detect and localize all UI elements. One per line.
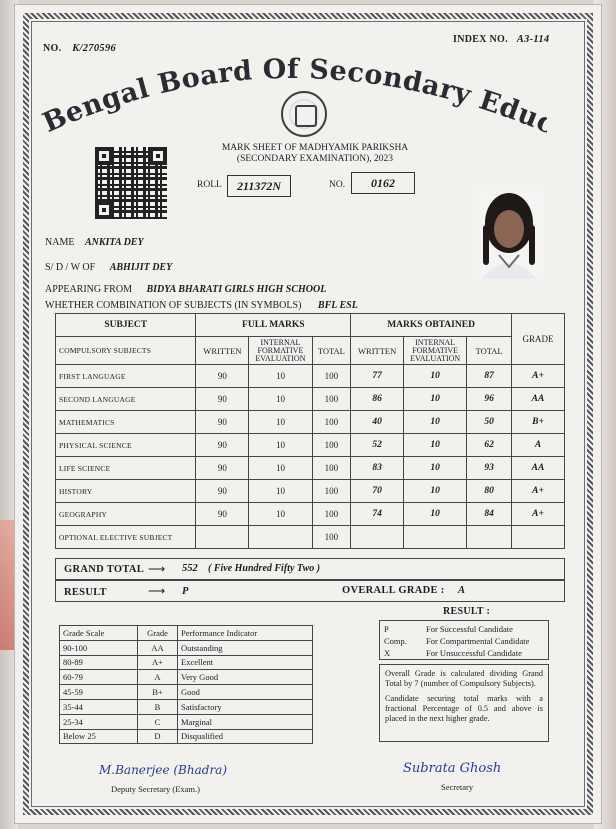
- full-written-cell: 90: [196, 411, 249, 434]
- result-legend-title: RESULT :: [443, 606, 491, 617]
- subject-cell: HISTORY: [56, 480, 196, 503]
- deputy-secretary-signature: M.Banerjee (Bhadra): [99, 763, 228, 777]
- full-internal-cell: 10: [249, 388, 312, 411]
- obtained-written-cell: 70: [351, 480, 404, 503]
- legend-item: [384, 623, 544, 635]
- indicator-cell: Disqualified: [178, 729, 313, 744]
- table-row: [56, 388, 565, 411]
- legend-key: P: [384, 624, 389, 634]
- indicator-cell: Excellent: [178, 655, 313, 670]
- board-title-text: Bengal Board Of Secondary Edu: [38, 53, 544, 139]
- obtained-written-header: WRITTEN: [351, 337, 404, 365]
- grade-cell: B+: [511, 411, 564, 434]
- full-total-cell: 100: [312, 388, 351, 411]
- obtained-total-cell: 84: [467, 503, 512, 526]
- combination-value: BFL ESL: [317, 300, 358, 311]
- legend-item: [384, 647, 544, 659]
- secretary-label: Secretary: [441, 782, 474, 792]
- grand-total-row: [55, 558, 565, 580]
- deputy-secretary-label: Deputy Secretary (Exam.): [111, 784, 200, 794]
- obtained-written-cell: 40: [351, 411, 404, 434]
- roll-label: ROLL: [197, 180, 222, 190]
- grand-total-value: 552: [182, 563, 198, 574]
- obtained-internal-header: INTERNAL FORMATIVE EVALUATION: [404, 337, 467, 365]
- full-internal-cell: 10: [249, 480, 312, 503]
- full-total-cell: 100: [312, 434, 351, 457]
- full-internal-cell: [249, 526, 312, 549]
- note-overall-grade: Overall Grade is calculated dividing Grand Total by 7 (number of Compulsory Subjects).: [385, 669, 543, 688]
- roll-value: 211372N: [227, 175, 291, 197]
- grade-cell: B+: [138, 685, 178, 700]
- arrow-icon: ⟶: [148, 562, 166, 576]
- marksheet-document: [14, 4, 602, 824]
- grade-cell: B: [138, 699, 178, 714]
- scale-cell: 35-44: [60, 699, 138, 714]
- grade-cell: [511, 526, 564, 549]
- grade-cell: A+: [138, 655, 178, 670]
- full-total-cell: 100: [312, 411, 351, 434]
- grade-cell: A+: [511, 480, 564, 503]
- secretary-signature: Subrata Ghosh: [403, 761, 502, 776]
- index-value: A3-114: [516, 34, 550, 45]
- marksheet-title: [195, 143, 435, 165]
- grade-cell: A+: [511, 503, 564, 526]
- full-total-header: TOTAL: [312, 337, 351, 365]
- name-row: [45, 237, 144, 248]
- marks-table-body: [56, 365, 565, 549]
- obtained-internal-cell: 10: [404, 480, 467, 503]
- table-row: [60, 685, 313, 700]
- subject-cell: PHYSICAL SCIENCE: [56, 434, 196, 457]
- scale-header: Grade Scale: [60, 626, 138, 641]
- full-total-cell: 100: [312, 480, 351, 503]
- school-label: APPEARING FROM: [45, 284, 132, 295]
- full-marks-header: FULL MARKS: [196, 314, 351, 337]
- legend-key: X: [384, 648, 391, 658]
- grade-cell: AA: [511, 388, 564, 411]
- table-row: [56, 434, 565, 457]
- legend-value: For Unsuccessful Candidate: [426, 648, 522, 658]
- full-total-cell: 100: [312, 503, 351, 526]
- background-red-object: [0, 520, 14, 650]
- full-internal-cell: 10: [249, 457, 312, 480]
- indicator-header: Performance Indicator: [178, 626, 313, 641]
- full-written-cell: 90: [196, 434, 249, 457]
- full-written-cell: [196, 526, 249, 549]
- obtained-internal-cell: 10: [404, 503, 467, 526]
- obtained-internal-cell: 10: [404, 434, 467, 457]
- combination-label: WHETHER COMBINATION OF SUBJECTS (IN SYMBOLS): [45, 300, 302, 311]
- grade-cell: A: [138, 670, 178, 685]
- table-row: [60, 670, 313, 685]
- full-written-header: WRITTEN: [196, 337, 249, 365]
- full-written-cell: 90: [196, 365, 249, 388]
- full-written-cell: 90: [196, 457, 249, 480]
- obtained-total-cell: 50: [467, 411, 512, 434]
- indicator-cell: Good: [178, 685, 313, 700]
- school-row: [45, 284, 326, 295]
- subject-cell: FIRST LANGUAGE: [56, 365, 196, 388]
- table-row: [56, 503, 565, 526]
- obtained-internal-cell: 10: [404, 411, 467, 434]
- obtained-written-cell: 74: [351, 503, 404, 526]
- obtained-internal-cell: 10: [404, 388, 467, 411]
- serial-label: NO.: [43, 43, 62, 54]
- table-row: [60, 626, 313, 641]
- name-value: ANKITA DEY: [84, 237, 144, 248]
- parent-label: S/ D / W OF: [45, 262, 96, 273]
- scale-cell: Below 25: [60, 729, 138, 744]
- table-row: [56, 480, 565, 503]
- full-written-cell: 90: [196, 480, 249, 503]
- serial-value: K/270596: [72, 43, 117, 54]
- table-row: [60, 714, 313, 729]
- table-row: [56, 365, 565, 388]
- obtained-written-cell: 52: [351, 434, 404, 457]
- obtained-total-cell: 96: [467, 388, 512, 411]
- roll-no-value: 0162: [351, 172, 415, 194]
- grade-header: Grade: [138, 626, 178, 641]
- table-row: [56, 457, 565, 480]
- full-internal-cell: 10: [249, 411, 312, 434]
- obtained-written-cell: 77: [351, 365, 404, 388]
- obtained-total-cell: 62: [467, 434, 512, 457]
- marksheet-title-line1: MARK SHEET OF MADHYAMIK PARIKSHA: [221, 143, 409, 153]
- obtained-internal-cell: [404, 526, 467, 549]
- parent-row: [45, 262, 172, 273]
- marks-table: [55, 313, 565, 549]
- full-internal-header: INTERNAL FORMATIVE EVALUATION: [249, 337, 312, 365]
- obtained-written-cell: [351, 526, 404, 549]
- full-written-cell: 90: [196, 503, 249, 526]
- result-label: RESULT: [64, 587, 107, 598]
- grade-cell: AA: [138, 640, 178, 655]
- scale-cell: 60-79: [60, 670, 138, 685]
- full-internal-cell: 10: [249, 503, 312, 526]
- obtained-total-cell: [467, 526, 512, 549]
- subject-cell: SECOND LANGUAGE: [56, 388, 196, 411]
- obtained-total-cell: 87: [467, 365, 512, 388]
- board-emblem-icon: [281, 91, 327, 137]
- obtained-written-cell: 83: [351, 457, 404, 480]
- result-legend-box: [379, 620, 549, 660]
- grand-total-words: ( Five Hundred Fifty Two ): [208, 563, 321, 574]
- subject-cell: MATHEMATICS: [56, 411, 196, 434]
- indicator-cell: Marginal: [178, 714, 313, 729]
- grade-cell: D: [138, 729, 178, 744]
- legend-value: For Successful Candidate: [426, 624, 513, 634]
- subject-cell: LIFE SCIENCE: [56, 457, 196, 480]
- result-row: [55, 580, 565, 602]
- overall-grade-value: A: [458, 585, 466, 596]
- name-label: NAME: [45, 237, 75, 248]
- result-value: P: [182, 586, 189, 597]
- legend-item: [384, 635, 544, 647]
- full-written-cell: 90: [196, 388, 249, 411]
- obtained-total-header: TOTAL: [467, 337, 512, 365]
- note-rounding: Candidate securing total marks with a fractional Percentage of 0.5 and above is placed in the next higher grade.: [385, 694, 543, 723]
- table-row: [56, 411, 565, 434]
- grade-cell: A: [511, 434, 564, 457]
- full-internal-cell: 10: [249, 434, 312, 457]
- full-total-cell: 100: [312, 365, 351, 388]
- legend-key: Comp.: [384, 636, 407, 646]
- marksheet-title-line2: (SECONDARY EXAMINATION), 2023: [236, 154, 394, 164]
- indicator-cell: Very Good: [178, 670, 313, 685]
- index-label: INDEX NO.: [453, 34, 508, 45]
- grade-scale-table: [59, 625, 313, 744]
- legend-value: For Compartmental Candidate: [426, 636, 530, 646]
- school-value: BIDYA BHARATI GIRLS HIGH SCHOOL: [146, 284, 327, 295]
- student-photo: [473, 185, 545, 279]
- parent-value: ABHIJIT DEY: [109, 262, 173, 273]
- grand-total-label: GRAND TOTAL: [64, 564, 145, 575]
- obtained-internal-cell: 10: [404, 365, 467, 388]
- full-total-cell: 100: [312, 457, 351, 480]
- compulsory-header: COMPULSORY SUBJECTS: [56, 337, 196, 365]
- grade-header: GRADE: [511, 314, 564, 365]
- obtained-total-cell: 93: [467, 457, 512, 480]
- roll-no-label: NO.: [329, 180, 346, 190]
- full-total-cell: 100: [312, 526, 351, 549]
- qr-code-icon: [95, 147, 167, 219]
- obtained-internal-cell: 10: [404, 457, 467, 480]
- subject-cell: GEOGRAPHY: [56, 503, 196, 526]
- grade-cell: AA: [511, 457, 564, 480]
- overall-grade-label: OVERALL GRADE :: [342, 585, 445, 596]
- table-row: [56, 526, 565, 549]
- table-row: [60, 640, 313, 655]
- scale-cell: 25-34: [60, 714, 138, 729]
- grade-calculation-note: [379, 664, 549, 742]
- indicator-cell: Satisfactory: [178, 699, 313, 714]
- table-row: [60, 729, 313, 744]
- subject-header: SUBJECT: [56, 314, 196, 337]
- combination-row: [45, 300, 358, 311]
- scale-cell: 80-89: [60, 655, 138, 670]
- arrow-icon: ⟶: [148, 584, 166, 598]
- grade-cell: A+: [511, 365, 564, 388]
- scale-cell: 90-100: [60, 640, 138, 655]
- indicator-cell: Outstanding: [178, 640, 313, 655]
- table-row: [60, 699, 313, 714]
- subject-cell: OPTIONAL ELECTIVE SUBJECT: [56, 526, 196, 549]
- scale-cell: 45-59: [60, 685, 138, 700]
- obtained-written-cell: 86: [351, 388, 404, 411]
- obtained-total-cell: 80: [467, 480, 512, 503]
- table-row: [60, 655, 313, 670]
- grade-cell: C: [138, 714, 178, 729]
- marks-obtained-header: MARKS OBTAINED: [351, 314, 512, 337]
- full-internal-cell: 10: [249, 365, 312, 388]
